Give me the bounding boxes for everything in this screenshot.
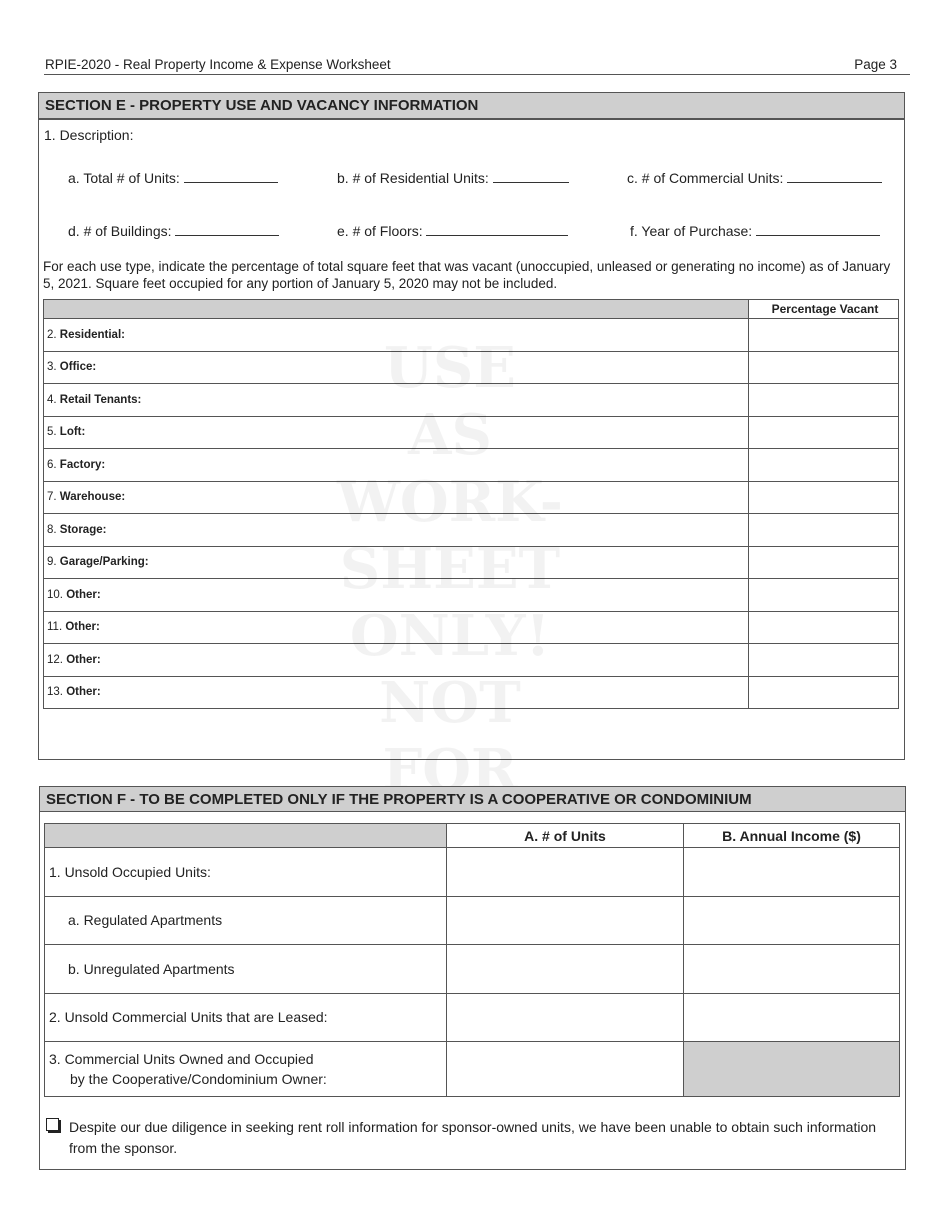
sponsor-info-note: Despite our due diligence in seeking rent roll information for sponsor-owned units, we have been unable to obtain such information from the sponsor. <box>69 1119 877 1156</box>
form-title: RPIE-2020 - Real Property Income & Expense Worksheet <box>45 57 391 72</box>
watermark-line: WORK- <box>336 469 564 535</box>
residential-units-field[interactable] <box>337 170 569 186</box>
row-label: Storage: <box>59 523 107 536</box>
watermark-line: ONLY! <box>349 603 551 669</box>
regulated-apartments-label: a. Regulated Apartments <box>45 896 447 945</box>
table-row <box>44 546 899 579</box>
vacancy-instructions: For each use type, indicate the percentage of total square feet that was vacant (unoccupied, unleased or generating no income) as of January 5, 2021. Square feet occupied for any portion of January 5, 2020 may not be included. <box>43 259 891 291</box>
buildings-field[interactable] <box>68 223 279 239</box>
table-row <box>44 676 899 709</box>
watermark-line: NOT <box>379 670 521 736</box>
units-input[interactable] <box>447 1042 684 1097</box>
owner-occupied-commercial-label <box>45 1042 447 1097</box>
year-of-purchase-line[interactable] <box>756 225 880 236</box>
percentage-vacant-header: Percentage Vacant <box>749 300 899 319</box>
row-number: 8. <box>47 523 57 536</box>
percentage-vacant-input[interactable] <box>749 546 899 579</box>
annual-income-input[interactable] <box>684 848 900 897</box>
annual-income-column-header: B. Annual Income ($) <box>684 824 900 848</box>
vacancy-table <box>43 299 899 709</box>
table-row <box>44 514 899 547</box>
table-row <box>44 644 899 677</box>
row-number: 9. <box>47 556 57 569</box>
annual-income-input[interactable] <box>684 945 900 994</box>
coop-condo-table <box>44 823 900 1097</box>
row-number: 10. <box>47 588 63 601</box>
row-label: Warehouse: <box>59 491 126 504</box>
units-input[interactable] <box>447 993 684 1042</box>
table-row <box>44 481 899 514</box>
watermark-line: FOR <box>382 737 518 803</box>
row-number: 13. <box>47 686 63 699</box>
units-input[interactable] <box>447 896 684 945</box>
percentage-vacant-input[interactable] <box>749 319 899 352</box>
row-label: Loft: <box>59 426 86 439</box>
total-units-field[interactable] <box>68 170 278 186</box>
description-label: 1. Description: <box>44 127 134 143</box>
commercial-units-label: c. # of Commercial Units: <box>627 170 784 186</box>
percentage-vacant-input[interactable] <box>749 481 899 514</box>
year-of-purchase-label: f. Year of Purchase: <box>630 223 753 239</box>
table-row <box>45 993 900 1042</box>
table-row <box>44 449 899 482</box>
table-row <box>45 945 900 994</box>
row-number: 11. <box>47 621 63 634</box>
table-row <box>44 416 899 449</box>
units-input[interactable] <box>447 945 684 994</box>
header-blank-cell <box>44 300 749 319</box>
row-label: Other: <box>66 686 101 699</box>
total-units-label: a. Total # of Units: <box>68 170 180 186</box>
percentage-vacant-input[interactable] <box>749 514 899 547</box>
row-number: 3. <box>47 361 57 374</box>
sponsor-info-checkbox[interactable] <box>46 1118 59 1131</box>
unregulated-apartments-label: b. Unregulated Apartments <box>45 945 447 994</box>
percentage-vacant-input[interactable] <box>749 384 899 417</box>
page-number: Page 3 <box>854 57 897 72</box>
watermark-line: AS <box>408 402 492 468</box>
page-header <box>44 55 910 75</box>
annual-income-input[interactable] <box>684 993 900 1042</box>
percentage-vacant-input[interactable] <box>749 644 899 677</box>
owner-occupied-line-1: 3. Commercial Units Owned and Occupied <box>49 1051 314 1067</box>
units-input[interactable] <box>447 848 684 897</box>
vacancy-table-header <box>44 300 899 319</box>
commercial-units-line[interactable] <box>787 172 882 183</box>
unsold-occupied-units-label: 1. Unsold Occupied Units: <box>45 848 447 897</box>
row-label: Factory: <box>59 458 106 471</box>
table-row <box>45 1042 900 1097</box>
percentage-vacant-input[interactable] <box>749 351 899 384</box>
commercial-units-field[interactable] <box>627 170 882 186</box>
row-number: 5. <box>47 426 57 439</box>
shaded-cell <box>684 1042 900 1097</box>
section-e-title: SECTION E - PROPERTY USE AND VACANCY INFORMATION <box>38 92 905 119</box>
header-blank-cell <box>45 824 447 848</box>
table-row <box>45 896 900 945</box>
row-number: 6. <box>47 458 57 471</box>
units-column-header: A. # of Units <box>447 824 684 848</box>
watermark-line: SHEET <box>339 536 561 602</box>
percentage-vacant-input[interactable] <box>749 676 899 709</box>
floors-label: e. # of Floors: <box>337 223 423 239</box>
row-label: Office: <box>59 361 97 374</box>
coop-table-header <box>45 824 900 848</box>
section-f-title: SECTION F - TO BE COMPLETED ONLY IF THE PROPERTY IS A COOPERATIVE OR CONDOMINIUM <box>39 786 906 812</box>
percentage-vacant-input[interactable] <box>749 611 899 644</box>
buildings-line[interactable] <box>175 225 279 236</box>
row-label: Other: <box>66 588 101 601</box>
floors-field[interactable] <box>337 223 568 239</box>
row-number: 2. <box>47 328 57 341</box>
watermark-line: USE <box>384 335 516 401</box>
percentage-vacant-input[interactable] <box>749 579 899 612</box>
residential-units-line[interactable] <box>493 172 569 183</box>
row-label: Retail Tenants: <box>59 393 142 406</box>
row-label: Residential: <box>59 328 125 341</box>
row-label: Other: <box>66 653 101 666</box>
table-row <box>44 579 899 612</box>
floors-line[interactable] <box>426 225 568 236</box>
table-row <box>45 848 900 897</box>
row-label: Garage/Parking: <box>59 556 149 569</box>
table-row <box>44 611 899 644</box>
row-label: Other: <box>65 621 100 634</box>
annual-income-input[interactable] <box>684 896 900 945</box>
row-number: 7. <box>47 491 57 504</box>
year-of-purchase-field[interactable] <box>630 223 880 239</box>
percentage-vacant-input[interactable] <box>749 416 899 449</box>
table-row <box>44 384 899 417</box>
row-number: 4. <box>47 393 57 406</box>
table-row <box>44 319 899 352</box>
total-units-line[interactable] <box>184 172 278 183</box>
row-number: 12. <box>47 653 63 666</box>
unsold-commercial-units-label: 2. Unsold Commercial Units that are Leased: <box>45 993 447 1042</box>
owner-occupied-line-2: by the Cooperative/Condominium Owner: <box>70 1071 327 1087</box>
table-row <box>44 351 899 384</box>
buildings-label: d. # of Buildings: <box>68 223 172 239</box>
residential-units-label: b. # of Residential Units: <box>337 170 489 186</box>
percentage-vacant-input[interactable] <box>749 449 899 482</box>
